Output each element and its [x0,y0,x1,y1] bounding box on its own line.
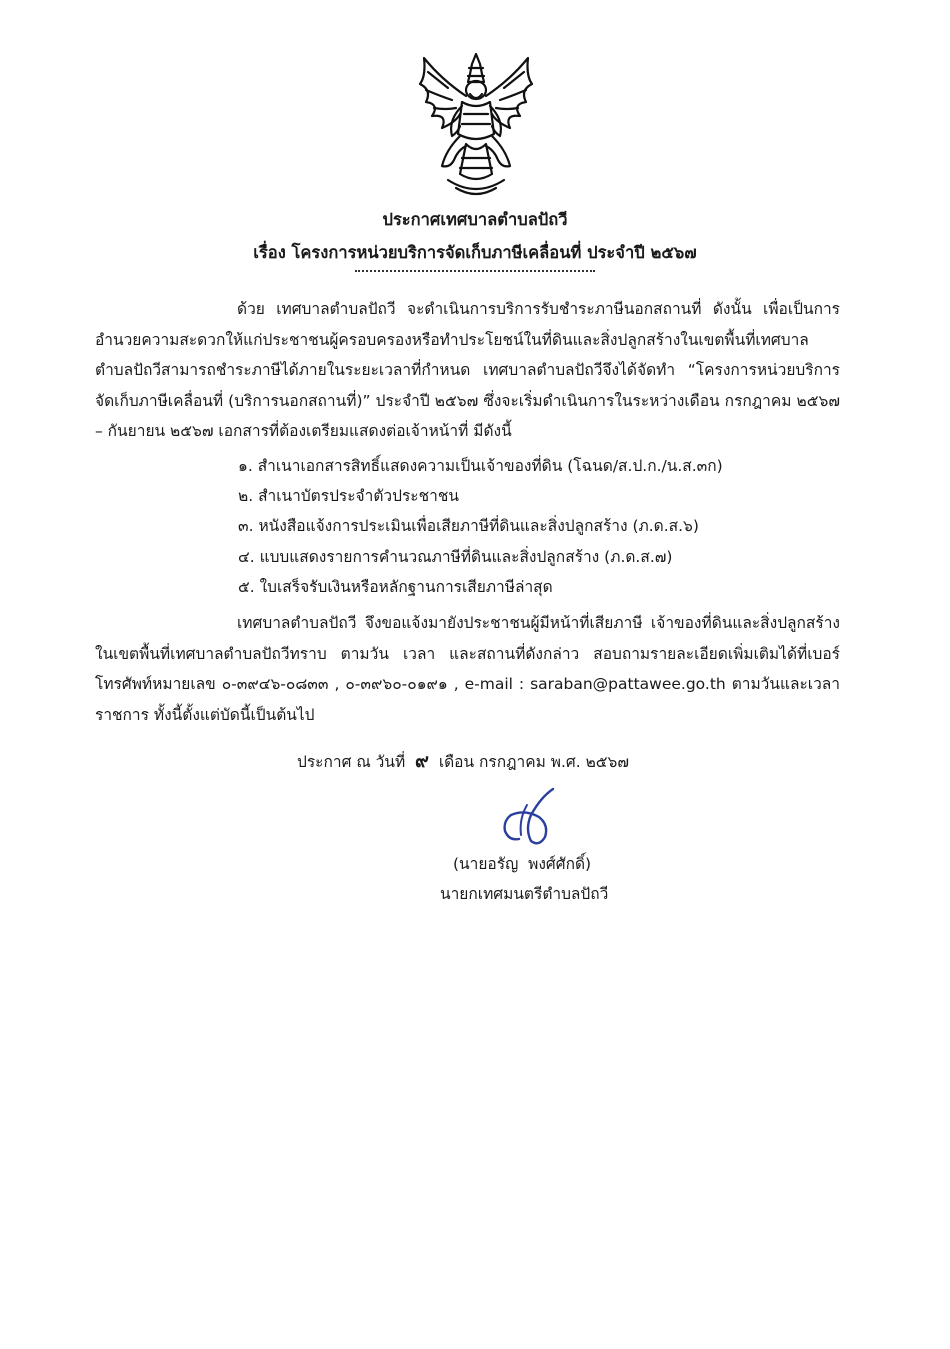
list-item: ๔. แบบแสดงรายการคำนวณภาษีที่ดินและสิ่งปลูกสร้าง (ภ.ด.ส.๗) [238,547,673,566]
signatory-name: (นายอรัญ พงศ์ศักดิ์) [453,855,592,873]
dotted-divider [355,270,595,272]
required-documents-list [238,451,723,602]
date-day: ๙ [415,750,429,772]
list-item: ๕. ใบเสร็จรับเงินหรือหลักฐานการเสียภาษีล่าสุด [238,577,553,596]
body-paragraph-2: เทศบาลตำบลปัถวี จึงขอแจ้งมายังประชาชนผู้มีหน้าที่เสียภาษี เจ้าของที่ดินและสิ่งปลูกสร้าง ในเขตพื้นที่เทศบาลตำบลปัถวีทราบ ตามวัน เวลา และสถานที่ดังกล่าว สอบถามรายละเอียดเพิ่มเติมได้ที่เบอร์โทรศัพท์หมายเลข ๐-๓๙๔๖-๐๘๓๓ , ๐-๓๙๖๐-๐๑๙๑ , e-mail : saraban@pattawee.go.th ตามวันและเวลาราชการ ทั้งนี้ตั้งแต่บัดนี้เป็นต้นไป [95,614,840,724]
signatory-position: นายกเทศมนตรีตำบลปัถวี [440,885,609,903]
date-suffix: เดือน กรกฎาคม พ.ศ. ๒๕๖๗ [438,753,630,771]
body-paragraph-1: ด้วย เทศบาลตำบลปัถวี จะดำเนินการบริการรับชำระภาษีนอกสถานที่ ดังนั้น เพื่อเป็นการอำนวยความสะดวกให้แก่ประชาชนผู้ครอบครองหรือทำประโยชน์ในที่ดินและสิ่งปลูกสร้างในเขตพื้นที่เทศบาลตำบลปัถวีสามารถชำระภาษีได้ภายในระยะเวลาที่กำหนด เทศบาลตำบลปัถวีจึงได้จัดทำ “โครงการหน่วยบริการจัดเก็บภาษีเคลื่อนที่ (บริการนอกสถานที่)” ประจำปี ๒๕๖๗ ซึ่งจะเริ่มดำเนินการในระหว่างเดือน กรกฎาคม ๒๕๖๗ – กันยายน ๒๕๖๗ เอกสารที่ต้องเตรียมแสดงต่อเจ้าหน้าที่ มีดังนี้ [95,300,840,440]
announcement-subject: เรื่อง โครงการหน่วยบริการจัดเก็บภาษีเคลื่อนที่ ประจำปี ๒๕๖๗ [253,243,697,262]
handwritten-signature [497,785,559,851]
date-prefix: ประกาศ ณ วันที่ [297,753,406,771]
list-item: ๒. สำเนาบัตรประจำตัวประชาชน [238,487,459,506]
list-item: ๑. สำเนาเอกสารสิทธิ์แสดงความเป็นเจ้าของที่ดิน (โฉนด/ส.ป.ก./น.ส.๓ก) [238,457,723,475]
announcement-title: ประกาศเทศบาลตำบลปัถวี [382,210,568,229]
list-item: ๓. หนังสือแจ้งการประเมินเพื่อเสียภาษีที่ดินและสิ่งปลูกสร้าง (ภ.ด.ส.๖) [238,517,699,536]
announcement-date-line [297,746,629,776]
garuda-emblem [412,50,540,202]
